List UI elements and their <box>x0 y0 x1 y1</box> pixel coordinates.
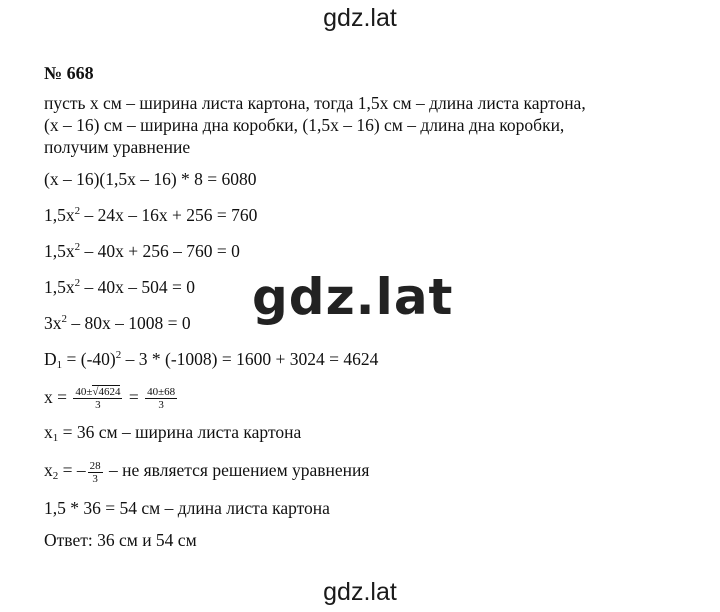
intro-line: (х – 16) см – ширина дна коробки, (1,5х – 16) см – длина дна коробки, <box>44 115 565 135</box>
roots-formula-line: х = $\frac{40\pm√4624}{3}$ = $\frac{40\pm 68}{3}$ <box>44 386 176 412</box>
fraction: $\frac{40\pm 68}{3}$ <box>147 386 176 412</box>
solution-content <box>44 62 704 551</box>
equation-line: $1,5х^2 - 40х - 504 = 0$ <box>44 277 195 297</box>
root-x1-line: $х_1 = 36$ см – ширина листа картона <box>44 422 302 445</box>
watermark-center: gdz.lat <box>252 268 454 326</box>
equation-line: $1,5х^2 - 40х + 256 - 760 = 0$ <box>44 241 240 261</box>
calculation-line: 1,5 * 36 = 54 см – длина листа картона <box>44 498 330 519</box>
equation-line: $3х^2 - 80х - 1008 = 0$ <box>44 313 191 333</box>
fraction: $\frac{28}{3}$ <box>89 459 101 485</box>
discriminant-line: $D_1 = (-40)^2 - 3 * (-1008) = 1600 + 3024 = 4624$ <box>44 349 379 371</box>
watermark-top: gdz.lat <box>323 4 397 32</box>
watermark-bottom: gdz.lat <box>323 578 397 606</box>
equation-line: (х – 16)(1,5х – 16) * 8 = 6080 <box>44 169 257 189</box>
root-x2-line: $х_2$ = – $\frac{28}{3}$ – не является решением уравнения <box>44 459 370 485</box>
intro-line: пусть х см – ширина листа картона, тогда 1,5х см – длина листа картона, <box>44 93 586 113</box>
equation-line: $1,5х^2 - 24х - 16х + 256 = 760$ <box>44 205 258 225</box>
fraction: $\frac{40\pm√4624}{3}$ <box>75 386 121 412</box>
problem-number: № 668 <box>44 63 94 83</box>
intro-line: получим уравнение <box>44 137 191 157</box>
answer-line: Ответ: 36 см и 54 см <box>44 530 197 551</box>
